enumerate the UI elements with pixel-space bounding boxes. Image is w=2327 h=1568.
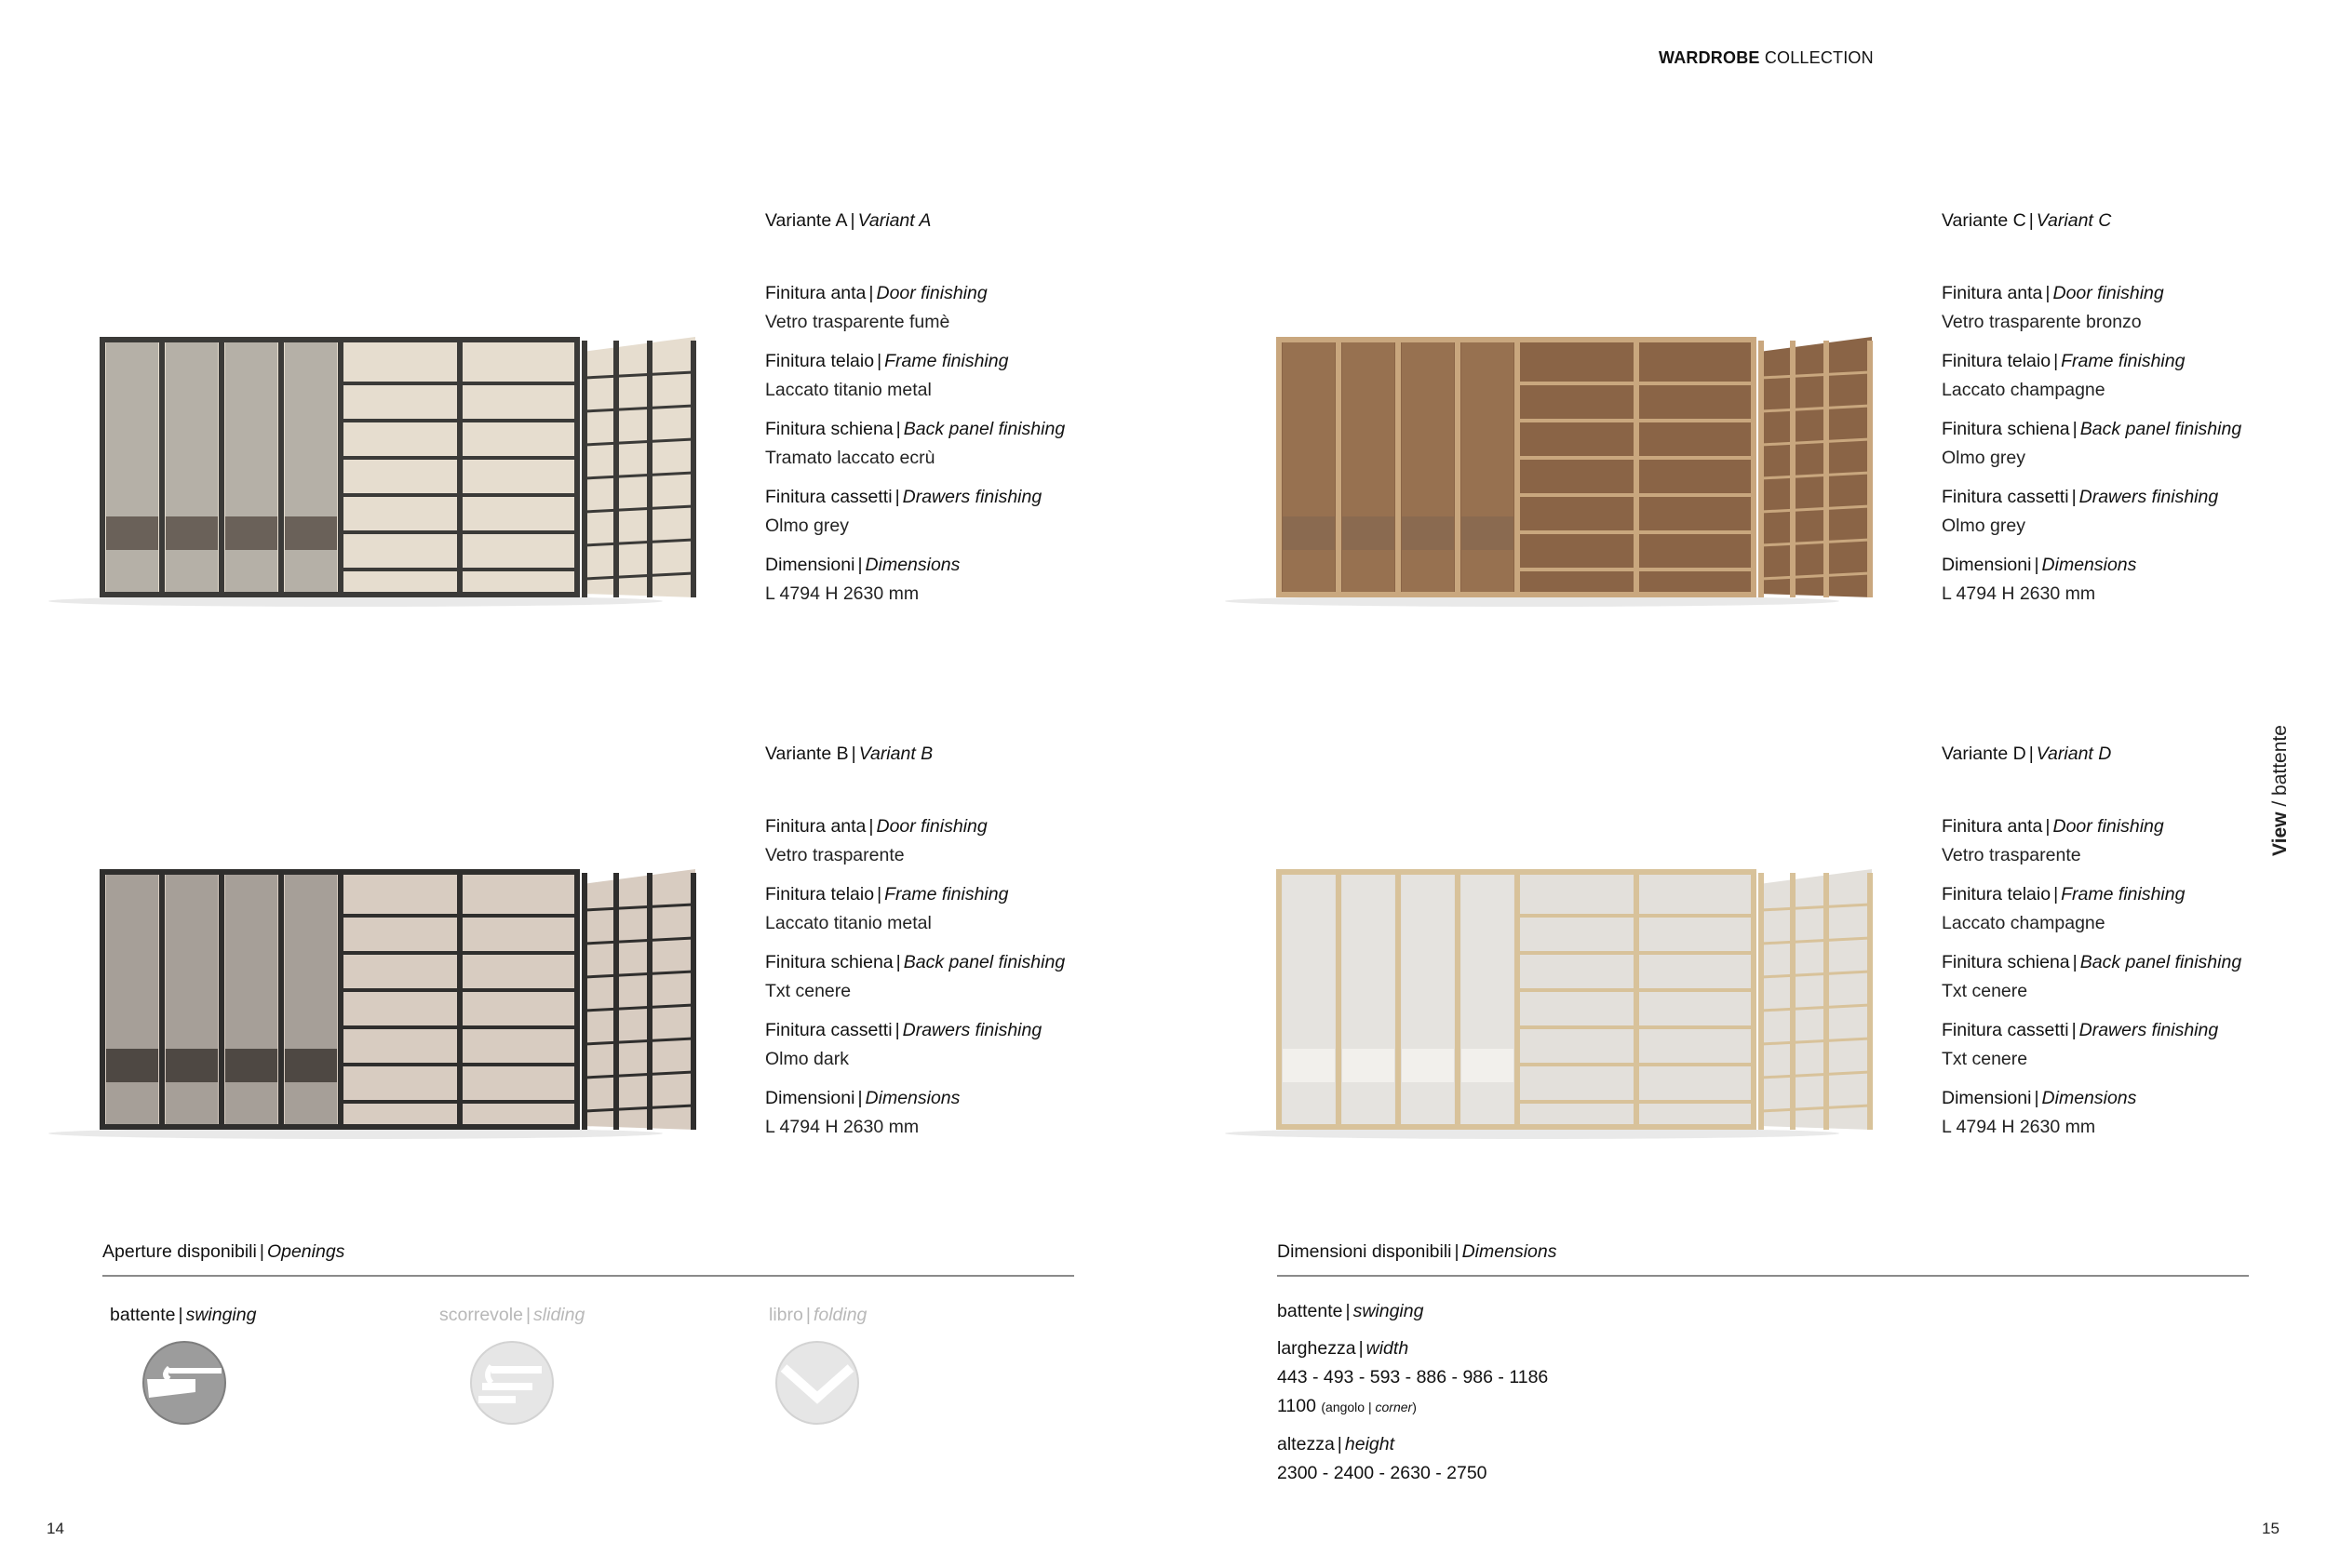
drawer — [106, 516, 158, 550]
spec-label-en: Dimensions — [2041, 555, 2137, 575]
spec-label-it: Finitura cassetti — [765, 1020, 893, 1040]
collection-header — [1659, 48, 1874, 68]
spec-label-en: Frame finishing — [2061, 884, 2186, 905]
spec-row — [765, 551, 1156, 609]
frame-top — [1276, 337, 1756, 342]
glass-door — [1402, 873, 1454, 1126]
corner-upright — [613, 341, 619, 597]
drawer — [1461, 516, 1513, 550]
frame-upright — [1336, 337, 1341, 597]
spec-label: Finitura cassetti | Drawers finishing — [1942, 487, 2219, 507]
spec-label-it: Finitura schiena — [765, 952, 894, 972]
variant-title: Variante D | Variant D — [1942, 744, 2112, 764]
frame-upright — [1276, 337, 1282, 597]
spec-label-it: Dimensioni — [765, 1088, 855, 1108]
dim-width-label-en: width — [1365, 1338, 1409, 1359]
frame-top — [100, 869, 580, 875]
spec-label-it: Dimensioni — [1942, 555, 2032, 575]
spec-label: Finitura anta | Door finishing — [1942, 816, 2164, 837]
glass-door — [225, 873, 277, 1126]
drawer — [1342, 1049, 1394, 1082]
glass-door — [1342, 341, 1394, 594]
frame-base — [1276, 592, 1756, 597]
variant-title-en: Variant B — [858, 744, 934, 764]
page-number-right: 15 — [2262, 1520, 2280, 1537]
frame-upright — [278, 869, 284, 1130]
dimensions-title: Dimensioni disponibili | Dimensions — [1277, 1241, 1557, 1262]
corner-upright — [582, 873, 587, 1130]
spec-label-it: Finitura telaio — [765, 351, 875, 371]
dim-corner-value: 1100 — [1277, 1396, 1316, 1416]
swing-door-icon — [141, 1340, 227, 1426]
wardrobe-image-c — [1225, 316, 1876, 623]
frame-upright — [1751, 337, 1756, 597]
glass-door — [225, 341, 277, 594]
corner-upright — [1867, 873, 1873, 1130]
frame-upright — [338, 337, 343, 597]
spec-label-it: Finitura anta — [1942, 816, 2043, 837]
opening-swinging-label: battente | swinging — [110, 1305, 257, 1325]
spec-label-it: Finitura cassetti — [765, 487, 893, 507]
drawer — [106, 1049, 158, 1082]
variant-title: Variante A | Variant A — [765, 210, 932, 231]
spec-value: Txt cenere — [1942, 1049, 2028, 1069]
spec-value: Laccato champagne — [1942, 380, 2105, 400]
wardrobe-image-d — [1225, 849, 1876, 1156]
dim-height-values: 2300 - 2400 - 2630 - 2750 — [1277, 1463, 1487, 1483]
openings-divider — [102, 1275, 1074, 1277]
dim-corner-label-en: corner — [1375, 1400, 1413, 1414]
spec-label-en: Dimensions — [2041, 1088, 2137, 1108]
spec-row — [1942, 551, 2327, 609]
glass-door — [1342, 873, 1394, 1126]
drawer — [285, 516, 337, 550]
spec-label: Finitura telaio | Frame finishing — [1942, 884, 2186, 905]
spec-label: Finitura schiena | Back panel finishing — [1942, 952, 2242, 972]
spec-value: Vetro trasparente — [1942, 845, 2081, 865]
opening-sliding-en: sliding — [533, 1305, 585, 1325]
corner-upright — [1758, 873, 1764, 1130]
corner-upright — [582, 341, 587, 597]
dim-type-en: swinging — [1352, 1301, 1424, 1321]
variant-b-spec — [765, 740, 1156, 1152]
frame-upright — [278, 337, 284, 597]
corner-upright — [647, 873, 652, 1130]
variant-title: Variante C | Variant C — [1942, 210, 2112, 231]
spec-value: Olmo dark — [765, 1049, 849, 1069]
dim-type: battente | swinging — [1277, 1301, 1424, 1321]
spec-label-it: Finitura telaio — [765, 884, 875, 905]
openings-title: Aperture disponibili | Openings — [102, 1241, 345, 1262]
frame-base — [100, 1124, 580, 1130]
openings-title-en: Openings — [266, 1241, 345, 1262]
spec-row — [765, 415, 1156, 473]
wardrobe-image-a — [48, 316, 700, 623]
glass-door — [106, 873, 158, 1126]
spec-row — [765, 1084, 1156, 1142]
glass-door — [285, 873, 337, 1126]
spec-label-en: Frame finishing — [2061, 351, 2186, 371]
spec-row — [1942, 347, 2327, 405]
spec-label-en: Drawers finishing — [902, 1020, 1042, 1040]
side-slash: / — [2269, 800, 2291, 807]
spec-value: Txt cenere — [1942, 981, 2028, 1001]
drawer — [166, 516, 218, 550]
spec-label: Finitura cassetti | Drawers finishing — [765, 1020, 1042, 1040]
opening-folding-label: libro | folding — [769, 1305, 868, 1325]
spec-label-en: Drawers finishing — [2078, 487, 2219, 507]
frame-upright — [457, 869, 463, 1130]
opening-folding-en: folding — [813, 1305, 868, 1325]
spec-label: Finitura schiena | Back panel finishing — [765, 419, 1066, 439]
glass-door — [285, 341, 337, 594]
drawer — [225, 516, 277, 550]
corner-upright — [1823, 873, 1829, 1130]
corner-upright — [1758, 341, 1764, 597]
variant-title-it: Variante C — [1942, 210, 2026, 231]
corner-upright — [691, 341, 696, 597]
spec-label: Dimensioni | Dimensions — [765, 1088, 961, 1108]
spec-row — [765, 948, 1156, 1006]
spec-label: Dimensioni | Dimensions — [1942, 1088, 2137, 1108]
frame-upright — [457, 337, 463, 597]
spec-label-en: Back panel finishing — [2079, 419, 2242, 439]
frame-upright — [1514, 869, 1520, 1130]
spec-label: Finitura anta | Door finishing — [1942, 283, 2164, 303]
spec-row — [1942, 880, 2327, 938]
spec-label: Finitura cassetti | Drawers finishing — [765, 487, 1042, 507]
spec-row — [1942, 948, 2327, 1006]
frame-upright — [159, 869, 165, 1130]
spec-label-en: Frame finishing — [884, 884, 1009, 905]
spec-row — [1942, 1016, 2327, 1074]
spec-value: Laccato champagne — [1942, 913, 2105, 933]
dim-height-label-it: altezza — [1277, 1434, 1335, 1454]
dimensions-list — [1277, 1297, 1548, 1488]
drawer — [225, 1049, 277, 1082]
frame-upright — [1634, 337, 1639, 597]
spec-value: L 4794 H 2630 mm — [1942, 1117, 2096, 1137]
side-type: battente — [2269, 725, 2291, 796]
spec-value: Tramato laccato ecrù — [765, 448, 935, 468]
spec-label-it: Finitura schiena — [1942, 952, 2070, 972]
spec-value: Txt cenere — [765, 981, 852, 1001]
opening-swinging-en: swinging — [185, 1305, 257, 1325]
spec-label-en: Back panel finishing — [903, 419, 1066, 439]
opening-swinging-it: battente — [110, 1305, 176, 1325]
frame-upright — [100, 337, 105, 597]
drawer — [1402, 1049, 1454, 1082]
corner-upright — [691, 873, 696, 1130]
dim-corner-label-it: angolo — [1325, 1400, 1365, 1414]
variant-title-it: Variante D — [1942, 744, 2026, 764]
spec-row — [765, 880, 1156, 938]
drawer — [1402, 516, 1454, 550]
glass-door — [1461, 873, 1513, 1126]
spec-label-en: Drawers finishing — [902, 487, 1042, 507]
dim-height-label-en: height — [1344, 1434, 1395, 1454]
glass-door — [1283, 873, 1335, 1126]
dimensions-title-en: Dimensions — [1461, 1241, 1557, 1262]
spec-label-en: Back panel finishing — [903, 952, 1066, 972]
frame-upright — [1634, 869, 1639, 1130]
frame-base — [100, 592, 580, 597]
wardrobe-image-b — [48, 849, 700, 1156]
dim-height-label: altezza | height — [1277, 1434, 1395, 1454]
variant-title-it: Variante B — [765, 744, 849, 764]
header-collection: COLLECTION — [1764, 48, 1874, 67]
spec-row — [1942, 483, 2327, 541]
spec-value: Laccato titanio metal — [765, 380, 932, 400]
folding-door-icon — [774, 1340, 860, 1426]
corner-upright — [1867, 341, 1873, 597]
sliding-door-icon — [469, 1340, 555, 1426]
dimensions-title-it: Dimensioni disponibili — [1277, 1241, 1452, 1262]
spec-label: Finitura telaio | Frame finishing — [765, 884, 1009, 905]
spec-label-it: Finitura anta — [765, 816, 867, 837]
spec-value: Vetro trasparente fumè — [765, 312, 950, 332]
spec-label: Dimensioni | Dimensions — [1942, 555, 2137, 575]
drawer — [166, 1049, 218, 1082]
spec-label-it: Finitura cassetti — [1942, 1020, 2069, 1040]
spec-row — [765, 1016, 1156, 1074]
spec-label-en: Dimensions — [865, 1088, 961, 1108]
variant-c-spec — [1942, 207, 2327, 619]
opening-sliding-it: scorrevole — [439, 1305, 523, 1325]
side-view-word: View — [2269, 811, 2291, 856]
dimensions-divider — [1277, 1275, 2249, 1277]
spec-label: Dimensioni | Dimensions — [765, 555, 961, 575]
frame-upright — [1514, 337, 1520, 597]
spec-row — [765, 483, 1156, 541]
frame-upright — [574, 869, 580, 1130]
glass-door — [106, 341, 158, 594]
page-number-left: 14 — [47, 1520, 64, 1537]
frame-upright — [1276, 869, 1282, 1130]
frame-upright — [1455, 869, 1460, 1130]
spec-label-en: Back panel finishing — [2079, 952, 2242, 972]
drawer — [1461, 1049, 1513, 1082]
glass-door — [166, 873, 218, 1126]
frame-upright — [1455, 337, 1460, 597]
spec-label-en: Door finishing — [2052, 816, 2164, 837]
opening-sliding-label: scorrevole | sliding — [439, 1305, 585, 1325]
spec-row — [765, 812, 1156, 870]
spec-value: L 4794 H 2630 mm — [1942, 583, 2096, 604]
frame-upright — [1336, 869, 1341, 1130]
frame-upright — [338, 869, 343, 1130]
spec-label: Finitura telaio | Frame finishing — [765, 351, 1009, 371]
dim-type-it: battente — [1277, 1301, 1343, 1321]
spec-value: L 4794 H 2630 mm — [765, 583, 920, 604]
spec-row — [1942, 279, 2327, 337]
glass-door — [1402, 341, 1454, 594]
spec-row — [1942, 415, 2327, 473]
frame-upright — [219, 869, 224, 1130]
variant-title-en: Variant A — [857, 210, 932, 231]
spec-label: Finitura telaio | Frame finishing — [1942, 351, 2186, 371]
corner-upright — [647, 341, 652, 597]
spec-label-it: Finitura anta — [1942, 283, 2043, 303]
dim-corner: 1100 (angolo | corner) — [1277, 1396, 1417, 1416]
frame-top — [100, 337, 580, 342]
drawer — [1283, 1049, 1335, 1082]
spec-value: Laccato titanio metal — [765, 913, 932, 933]
spec-label: Finitura schiena | Back panel finishing — [765, 952, 1066, 972]
spec-label-it: Dimensioni — [1942, 1088, 2032, 1108]
dim-width-label-it: larghezza — [1277, 1338, 1356, 1359]
spec-value: Olmo grey — [1942, 516, 2025, 536]
spec-value: Vetro trasparente bronzo — [1942, 312, 2142, 332]
spec-label-it: Finitura schiena — [1942, 419, 2070, 439]
spec-label: Finitura anta | Door finishing — [765, 283, 988, 303]
frame-upright — [159, 337, 165, 597]
glass-door — [1461, 341, 1513, 594]
spec-label-it: Finitura telaio — [1942, 884, 2051, 905]
spec-label: Finitura schiena | Back panel finishing — [1942, 419, 2242, 439]
glass-door — [166, 341, 218, 594]
variant-title: Variante B | Variant B — [765, 744, 934, 764]
spec-label-en: Door finishing — [876, 816, 988, 837]
frame-base — [1276, 1124, 1756, 1130]
spec-label: Finitura anta | Door finishing — [765, 816, 988, 837]
glass-door — [1283, 341, 1335, 594]
frame-top — [1276, 869, 1756, 875]
variant-a-spec — [765, 207, 1156, 619]
spec-value: Olmo grey — [765, 516, 849, 536]
frame-upright — [1395, 869, 1401, 1130]
spec-value: Olmo grey — [1942, 448, 2025, 468]
spec-label-en: Dimensions — [865, 555, 961, 575]
spec-row — [1942, 1084, 2327, 1142]
spec-label-it: Finitura cassetti — [1942, 487, 2069, 507]
spec-row — [765, 279, 1156, 337]
drawer — [1342, 516, 1394, 550]
spec-label-en: Door finishing — [2052, 283, 2164, 303]
spec-label-it: Finitura telaio — [1942, 351, 2051, 371]
frame-upright — [1751, 869, 1756, 1130]
spec-label: Finitura cassetti | Drawers finishing — [1942, 1020, 2219, 1040]
spec-row — [765, 347, 1156, 405]
dim-width-values: 443 - 493 - 593 - 886 - 986 - 1186 — [1277, 1367, 1549, 1387]
variant-title-it: Variante A — [765, 210, 848, 231]
corner-upright — [1790, 873, 1796, 1130]
variant-title-en: Variant C — [2036, 210, 2112, 231]
frame-upright — [100, 869, 105, 1130]
spec-label-it: Finitura schiena — [765, 419, 894, 439]
frame-upright — [219, 337, 224, 597]
variant-title-en: Variant D — [2036, 744, 2112, 764]
spec-value: Vetro trasparente — [765, 845, 905, 865]
spec-label-it: Dimensioni — [765, 555, 855, 575]
corner-upright — [1790, 341, 1796, 597]
spec-label-en: Drawers finishing — [2078, 1020, 2219, 1040]
header-brand: WARDROBE — [1659, 48, 1760, 67]
drawer — [1283, 516, 1335, 550]
drawer — [285, 1049, 337, 1082]
opening-folding-it: libro — [769, 1305, 803, 1325]
openings-title-it: Aperture disponibili — [102, 1241, 257, 1262]
frame-upright — [1395, 337, 1401, 597]
spec-label-en: Door finishing — [876, 283, 988, 303]
frame-upright — [574, 337, 580, 597]
spec-value: L 4794 H 2630 mm — [765, 1117, 920, 1137]
corner-upright — [1823, 341, 1829, 597]
spec-label-en: Frame finishing — [884, 351, 1009, 371]
corner-upright — [613, 873, 619, 1130]
side-view-label — [2269, 725, 2292, 856]
spec-label-it: Finitura anta — [765, 283, 867, 303]
dim-width-label: larghezza | width — [1277, 1338, 1409, 1359]
